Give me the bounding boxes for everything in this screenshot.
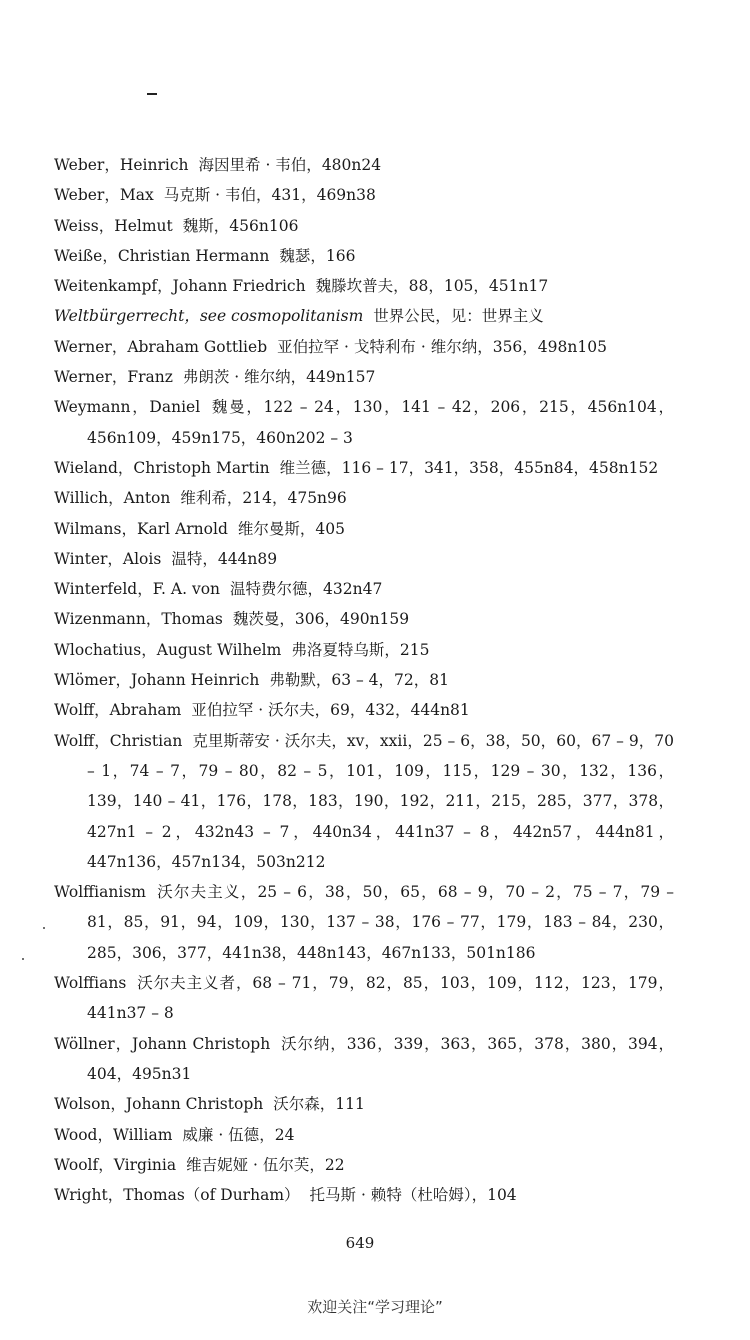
- entry-term: Weber，Heinrich: [54, 156, 189, 174]
- entry-chinese-name: 沃尔夫主义者，: [136, 974, 253, 993]
- index-entry: [54, 1180, 674, 1210]
- entry-chinese-name: 沃尔夫主义，: [155, 883, 258, 902]
- entry-term: Weber，Max: [54, 186, 154, 205]
- entry-chinese-name: 亚伯拉罕 · 戈特利布 · 维尔纳，: [277, 337, 493, 356]
- index-entry: [54, 392, 674, 453]
- entry-chinese-name: 温特，: [171, 549, 218, 568]
- entry-chinese-name: 沃尔纳，: [280, 1034, 347, 1053]
- entry-term: Wlömer，Johann Heinrich: [54, 671, 260, 690]
- index-entry: [54, 483, 674, 513]
- entry-term: Wolffians: [54, 974, 127, 993]
- scan-speck: [43, 927, 45, 929]
- entry-chinese-name: 海因里希 · 韦伯，: [198, 156, 322, 174]
- index-entry: [54, 1029, 674, 1090]
- entry-chinese-name: 沃尔森，: [273, 1095, 336, 1114]
- entry-pages: 69，432，444n81: [330, 701, 470, 720]
- entry-pages: 68 – 71，79，82，85，103，109，112，123，179，441n37 – 8: [87, 974, 674, 1023]
- entry-chinese-name: 维吉妮娅 · 伍尔芙，: [186, 1155, 325, 1174]
- entry-pages: 22: [324, 1155, 345, 1174]
- index-entry: [54, 453, 674, 483]
- entry-term: Weitenkampf，Johann Friedrich: [54, 277, 306, 296]
- entry-pages: 104: [487, 1186, 517, 1205]
- index-entry: [54, 574, 674, 604]
- index-entry: [54, 332, 674, 362]
- index-entry: [54, 544, 674, 574]
- entry-chinese-name: 维尔曼斯，: [237, 519, 316, 538]
- entry-term: Wolff，Abraham: [54, 701, 182, 720]
- index-entry: [54, 604, 674, 634]
- entry-pages: 456n106: [229, 216, 299, 235]
- entry-pages: 356，498n105: [492, 337, 607, 356]
- entry-term: Wilmans，Karl Arnold: [54, 519, 228, 538]
- entry-chinese-name: 弗洛夏特乌斯，: [291, 640, 400, 659]
- entry-pages: 63 – 4，72，81: [331, 671, 449, 690]
- entry-term: Wöllner，Johann Christoph: [54, 1034, 271, 1053]
- index-entry: [54, 1089, 674, 1119]
- entry-pages: 25 – 6，38，50，65，68 – 9，70 – 2，75 – 7，79 – 81，85，91，94，109，130，137 – 38，176 – 77，179，183 – 84，230，285，306，377，441n38，448n143，467n133，501n186: [87, 883, 674, 962]
- index-list: [54, 150, 674, 1210]
- entry-chinese-name: 维利希，: [180, 489, 243, 508]
- entry-chinese-name: 亚伯拉罕 · 沃尔夫，: [191, 701, 331, 720]
- entry-term: Wizenmann，Thomas: [54, 610, 223, 629]
- entry-pages: 215: [399, 640, 430, 659]
- index-entry: [54, 726, 674, 877]
- entry-chinese-name: 弗朗茨 · 维尔纳，: [182, 368, 307, 387]
- entry-pages: 480n24: [321, 156, 382, 174]
- entry-term: Wolff，Christian: [54, 731, 183, 750]
- entry-term: Wieland，Christoph Martin: [54, 458, 270, 477]
- entry-chinese-name: 魏瑟，: [279, 246, 326, 265]
- entry-term: Wolson，Johann Christoph: [54, 1095, 264, 1114]
- entry-pages: 166: [325, 246, 356, 265]
- index-entry: [54, 362, 674, 392]
- index-entry: [54, 635, 674, 665]
- entry-pages: 111: [335, 1095, 365, 1114]
- entry-term: Werner，Abraham Gottlieb: [54, 337, 268, 356]
- entry-chinese-name: 魏茨曼，: [232, 610, 295, 629]
- index-entry: [54, 1150, 674, 1180]
- index-entry: [54, 211, 674, 241]
- index-entry: [54, 968, 674, 1029]
- entry-pages: 336，339，363，365，378，380，394，404，495n31: [87, 1034, 675, 1083]
- entry-chinese-name: 温特费尔德，: [230, 580, 324, 599]
- page-number: 649: [345, 1234, 375, 1252]
- entry-term: Weymann，Daniel: [54, 398, 201, 417]
- index-entry: [54, 877, 674, 968]
- entry-term: Weltbürgerrecht，see cosmopolitanism: [54, 307, 364, 326]
- entry-chinese-name: 威廉 · 伍德，: [182, 1125, 275, 1144]
- entry-pages: 24: [274, 1125, 295, 1144]
- entry-pages: 88，105，451n17: [408, 277, 549, 296]
- entry-pages: 214，475n96: [242, 489, 347, 508]
- entry-pages: 449n157: [306, 368, 376, 387]
- entry-pages: 431，469n38: [271, 186, 376, 205]
- entry-term: Wolffianism: [54, 883, 146, 902]
- entry-term: Wood，William: [54, 1125, 173, 1144]
- entry-term: Winterfeld，F. A. von: [54, 580, 221, 599]
- entry-term: Winter，Alois: [54, 549, 162, 568]
- entry-chinese-name: 克里斯蒂安 · 沃尔夫，: [192, 731, 347, 750]
- index-entry: [54, 271, 674, 301]
- entry-term: Wlochatius，August Wilhelm: [54, 640, 282, 659]
- entry-pages: 405: [315, 519, 345, 538]
- index-entry: [54, 695, 674, 725]
- index-entry: [54, 514, 674, 544]
- entry-pages: 116 – 17，341，358，455n84，458n152: [341, 458, 659, 477]
- index-entry: [54, 665, 674, 695]
- entry-chinese-name: 魏滕坎普夫，: [315, 277, 409, 296]
- entry-chinese-name: 维兰德，: [279, 458, 342, 477]
- entry-chinese-name: 魏斯，: [182, 216, 230, 235]
- entry-term: Werner，Franz: [54, 368, 173, 387]
- index-entry: [54, 241, 674, 271]
- entry-chinese-name: 弗勒默，: [269, 671, 332, 690]
- entry-chinese-name: 托马斯 · 赖特（杜哈姆），: [309, 1186, 488, 1205]
- index-entry: [54, 150, 674, 180]
- entry-chinese-name: 魏曼，: [210, 398, 264, 417]
- stray-mark: [147, 93, 157, 95]
- index-entry: [54, 180, 674, 210]
- entry-pages: xv，xxii，25 – 6，38，50，60，67 – 9，70 – 1，74 – 7，79 – 80，82 – 5，101，109，115，129 – 30，132，136，139，140 – 41，176，178，183，190，192，211，215，285，377，378，427n1 – 2，432n43 – 7，440n34，441n37 – 8，442n57，444n81，447n136，457n134，503n212: [87, 731, 674, 871]
- entry-term: Woolf，Virginia: [54, 1155, 177, 1174]
- entry-pages: 432n47: [323, 580, 383, 599]
- scan-speck: [22, 958, 24, 960]
- entry-term: Weiss，Helmut: [54, 216, 173, 235]
- footer-note: 欢迎关注“学习理论”: [307, 1298, 443, 1316]
- entry-chinese-name: 马克斯 · 韦伯，: [163, 186, 272, 205]
- entry-term: Weiße，Christian Hermann: [54, 246, 270, 265]
- entry-pages: 306，490n159: [294, 610, 410, 629]
- entry-chinese-name: 世界公民，见：世界主义: [373, 307, 544, 326]
- index-entry: [54, 1120, 674, 1150]
- entry-pages: 444n89: [217, 549, 278, 568]
- entry-pages: 122 – 24，130，141 – 42，206，215，456n104，456n109，459n175，460n202 – 3: [87, 398, 674, 447]
- entry-term: Wright，Thomas（of Durham）: [54, 1186, 300, 1205]
- index-entry: [54, 301, 674, 331]
- entry-term: Willich，Anton: [54, 489, 171, 508]
